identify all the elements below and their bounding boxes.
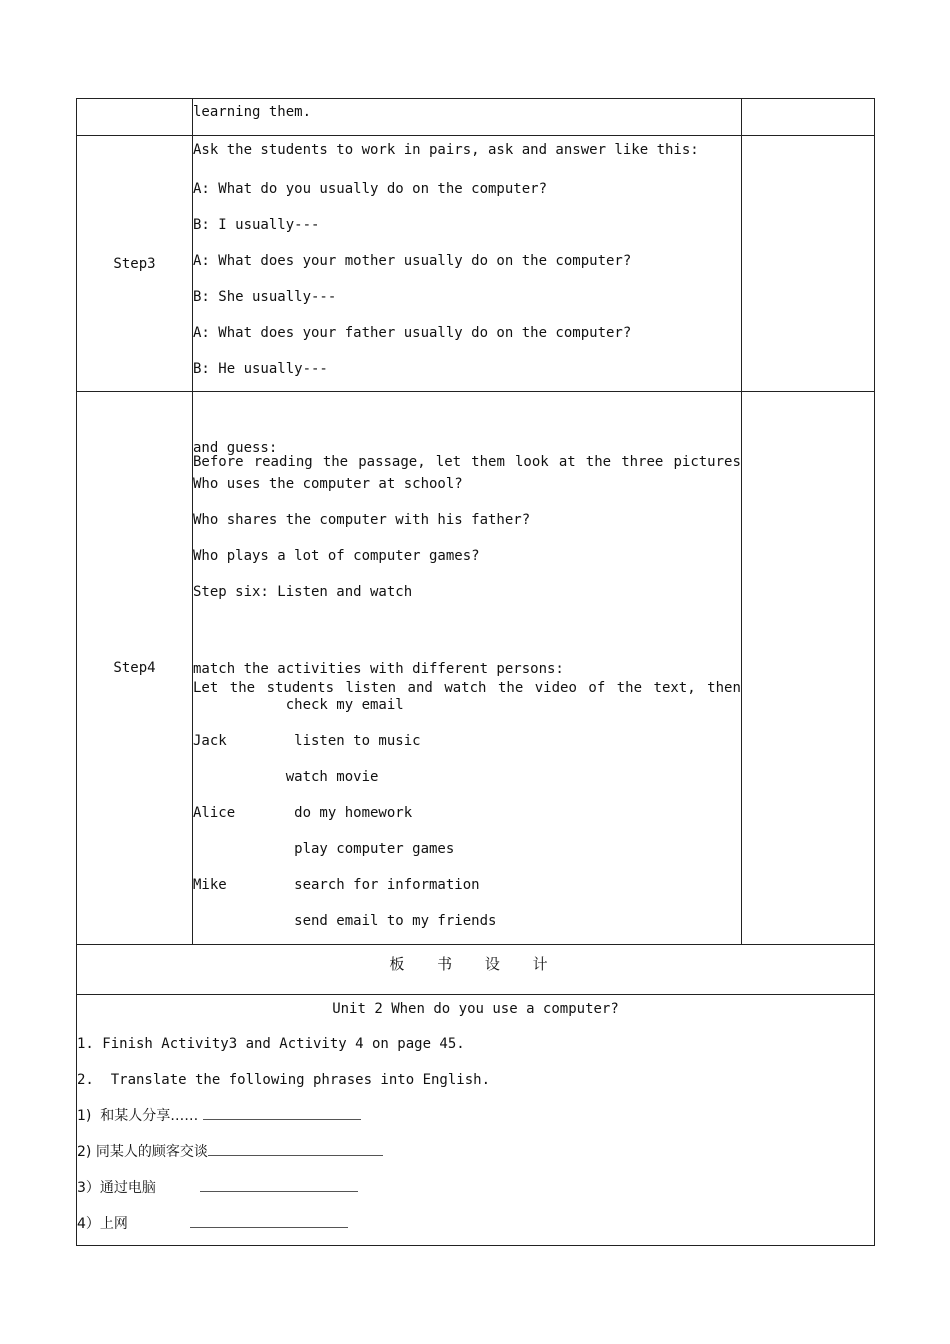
word: of (588, 680, 606, 696)
lesson-plan-table (76, 98, 875, 1246)
word: Let (193, 680, 219, 696)
table-row-board-title (77, 945, 875, 995)
word: listen (345, 680, 397, 696)
phrase-text: 2) 同某人的顾客交谈 (77, 1144, 208, 1160)
answer-blank[interactable] (200, 1177, 358, 1192)
word: Before (193, 454, 244, 470)
content-line: B: He usually--- (193, 361, 328, 377)
content-cell (193, 392, 742, 945)
match-line: Mike search for information (193, 877, 480, 893)
word: the (229, 680, 256, 696)
table-row-step3 (77, 136, 875, 392)
content-line: Step six: Listen and watch (193, 584, 413, 600)
word: reading (253, 454, 313, 470)
phrase-line (77, 1209, 874, 1245)
word: and (407, 680, 433, 696)
homework-line: 1. Finish Activity3 and Activity 4 on page 45. (77, 1036, 465, 1052)
content-line: B: She usually--- (193, 289, 337, 305)
content-line: A: What do you usually do on the computer? (193, 181, 548, 197)
answer-blank[interactable] (208, 1141, 383, 1156)
answer-blank[interactable] (190, 1213, 348, 1228)
unit-title: Unit 2 When do you use a computer? (332, 1001, 619, 1017)
phrase-line (77, 1101, 874, 1137)
notes-cell (742, 136, 875, 392)
notes-cell (742, 392, 875, 945)
word: passage, (358, 454, 426, 470)
content-line: A: What does your mother usually do on the computer? (193, 253, 632, 269)
phrase-text: 3）通过电脑 (77, 1180, 201, 1196)
word: video (534, 680, 577, 696)
homework-line: 2. Translate the following phrases into English. (77, 1072, 491, 1088)
word: at (558, 454, 576, 470)
match-line: Alice do my homework (193, 805, 413, 821)
phrase-text: 4）上网 (77, 1216, 191, 1232)
match-line: Jack listen to music (193, 733, 421, 749)
content-line: and guess: (193, 440, 278, 456)
word: watch (444, 680, 487, 696)
table-row-continued (77, 99, 875, 136)
word: text, (653, 680, 696, 696)
word: three (621, 454, 664, 470)
phrase-text: 1) 和某人分享…… (77, 1108, 203, 1124)
content-cell (193, 136, 742, 392)
word: look (515, 454, 549, 470)
word: pictures (673, 454, 741, 470)
phrase-line (77, 1173, 874, 1209)
word: let (435, 454, 462, 470)
match-line: watch movie (193, 769, 379, 785)
word: the (497, 680, 524, 696)
content-line: Ask the students to work in pairs, ask and answer like this: (193, 142, 699, 158)
answer-blank[interactable] (203, 1105, 361, 1120)
match-line: play computer games (193, 841, 455, 857)
content-line: match the activities with different persons: (193, 661, 564, 677)
word: the (322, 454, 349, 470)
blackboard-content (77, 995, 875, 1246)
step-cell-empty (77, 99, 193, 136)
table-row-board (77, 995, 875, 1246)
match-line: send email to my friends (193, 913, 497, 929)
content-line: learning them. (193, 104, 312, 120)
phrase-line (77, 1137, 874, 1173)
word: the (585, 454, 612, 470)
word: students (266, 680, 334, 696)
content-line: Who shares the computer with his father? (193, 512, 531, 528)
blackboard-design-title: 板 书 设 计 (77, 945, 875, 995)
content-cell (193, 99, 742, 136)
step-label: Step4 (77, 392, 193, 945)
content-line: Who uses the computer at school? (193, 476, 463, 492)
word: them (471, 454, 505, 470)
table-row-step4 (77, 392, 875, 945)
step-label: Step3 (77, 136, 193, 392)
word: the (616, 680, 643, 696)
content-line: B: I usually--- (193, 217, 320, 233)
word: then (707, 680, 741, 696)
content-line: Who plays a lot of computer games? (193, 548, 480, 564)
content-line: A: What does your father usually do on the computer? (193, 325, 632, 341)
match-line: check my email (193, 697, 404, 713)
notes-cell (742, 99, 875, 136)
